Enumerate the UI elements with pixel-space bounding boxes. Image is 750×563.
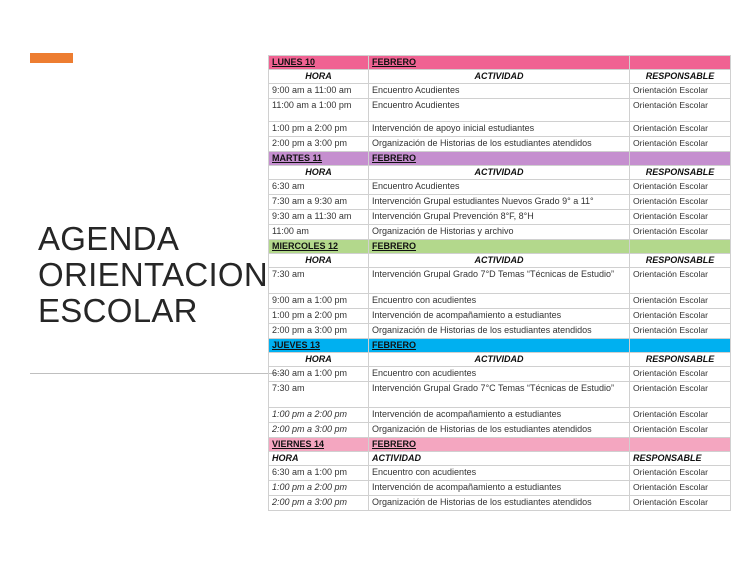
day-header-empty <box>630 152 731 166</box>
day-header-empty <box>630 56 731 70</box>
actividad-cell: Organización de Historias de los estudiantes atendidos <box>369 137 630 152</box>
table-row <box>269 99 731 122</box>
responsable-cell: Orientación Escolar <box>630 408 731 423</box>
column-header-hora: HORA <box>269 452 369 466</box>
day-header-row <box>269 240 731 254</box>
hora-cell: 2:00 pm a 3:00 pm <box>269 324 369 339</box>
table-row <box>269 294 731 309</box>
column-header-row <box>269 452 731 466</box>
responsable-cell: Orientación Escolar <box>630 382 731 408</box>
table-row <box>269 195 731 210</box>
hora-cell: 1:00 pm a 2:00 pm <box>269 309 369 324</box>
day-label: MARTES 11 <box>269 152 369 166</box>
table-row <box>269 481 731 496</box>
hora-cell: 11:00 am <box>269 225 369 240</box>
hora-cell: 9:00 am a 1:00 pm <box>269 294 369 309</box>
responsable-cell: Orientación Escolar <box>630 268 731 294</box>
title-line-3: ESCOLAR <box>38 292 198 329</box>
responsable-cell: Orientación Escolar <box>630 99 731 122</box>
day-label: VIERNES 14 <box>269 438 369 452</box>
slide-title <box>38 221 268 329</box>
column-header-hora: HORA <box>269 254 369 268</box>
actividad-cell: Encuentro con acudientes <box>369 294 630 309</box>
actividad-cell: Organización de Historias de los estudiantes atendidos <box>369 324 630 339</box>
month-label: FEBRERO <box>369 438 630 452</box>
column-header-responsable: RESPONSABLE <box>630 166 731 180</box>
responsable-cell: Orientación Escolar <box>630 180 731 195</box>
month-label: FEBRERO <box>369 152 630 166</box>
column-header-actividad: ACTIVIDAD <box>369 254 630 268</box>
column-header-responsable: RESPONSABLE <box>630 254 731 268</box>
day-header-row <box>269 152 731 166</box>
table-row <box>269 137 731 152</box>
actividad-cell: Organización de Historias y archivo <box>369 225 630 240</box>
month-label: FEBRERO <box>369 339 630 353</box>
column-header-hora: HORA <box>269 166 369 180</box>
actividad-cell: Intervención Grupal Prevención 8°F, 8°H <box>369 210 630 225</box>
column-header-row <box>269 70 731 84</box>
table-row <box>269 84 731 99</box>
hora-cell: 2:00 pm a 3:00 pm <box>269 423 369 438</box>
responsable-cell: Orientación Escolar <box>630 466 731 481</box>
table-row <box>269 268 731 294</box>
table-row <box>269 367 731 382</box>
table-row <box>269 496 731 511</box>
hora-cell: 9:30 am a 11:30 am <box>269 210 369 225</box>
day-header-row <box>269 438 731 452</box>
month-label: FEBRERO <box>369 56 630 70</box>
actividad-cell: Encuentro Acudientes <box>369 180 630 195</box>
table-row <box>269 408 731 423</box>
actividad-cell: Organización de Historias de los estudiantes atendidos <box>369 496 630 511</box>
hora-cell: 7:30 am <box>269 382 369 408</box>
column-header-hora: HORA <box>269 353 369 367</box>
accent-bar <box>30 53 73 63</box>
column-header-actividad: ACTIVIDAD <box>369 70 630 84</box>
responsable-cell: Orientación Escolar <box>630 324 731 339</box>
table-row <box>269 210 731 225</box>
hora-cell: 6:30 am a 1:00 pm <box>269 367 369 382</box>
responsable-cell: Orientación Escolar <box>630 84 731 99</box>
day-label: JUEVES 13 <box>269 339 369 353</box>
responsable-cell: Orientación Escolar <box>630 423 731 438</box>
day-header-empty <box>630 240 731 254</box>
hora-cell: 9:00 am a 11:00 am <box>269 84 369 99</box>
hora-cell: 6:30 am a 1:00 pm <box>269 466 369 481</box>
responsable-cell: Orientación Escolar <box>630 294 731 309</box>
actividad-cell: Intervención de acompañamiento a estudiantes <box>369 481 630 496</box>
responsable-cell: Orientación Escolar <box>630 309 731 324</box>
table-row <box>269 382 731 408</box>
column-header-responsable: RESPONSABLE <box>630 452 731 466</box>
actividad-cell: Intervención de acompañamiento a estudiantes <box>369 408 630 423</box>
actividad-cell: Encuentro con acudientes <box>369 466 630 481</box>
column-header-row <box>269 166 731 180</box>
responsable-cell: Orientación Escolar <box>630 225 731 240</box>
responsable-cell: Orientación Escolar <box>630 122 731 137</box>
actividad-cell: Encuentro Acudientes <box>369 84 630 99</box>
day-header-empty <box>630 438 731 452</box>
title-line-2: ORIENTACION <box>38 256 269 293</box>
actividad-cell: Intervención Grupal estudiantes Nuevos Grado 9° a 11° <box>369 195 630 210</box>
table-row <box>269 466 731 481</box>
table-row <box>269 122 731 137</box>
responsable-cell: Orientación Escolar <box>630 195 731 210</box>
actividad-cell: Intervención de acompañamiento a estudiantes <box>369 309 630 324</box>
hora-cell: 1:00 pm a 2:00 pm <box>269 408 369 423</box>
actividad-cell: Encuentro con acudientes <box>369 367 630 382</box>
table-row <box>269 180 731 195</box>
responsable-cell: Orientación Escolar <box>630 481 731 496</box>
responsable-cell: Orientación Escolar <box>630 496 731 511</box>
actividad-cell: Encuentro Acudientes <box>369 99 630 122</box>
table-row <box>269 324 731 339</box>
actividad-cell: Intervención de apoyo inicial estudiantes <box>369 122 630 137</box>
column-header-row <box>269 353 731 367</box>
hora-cell: 11:00 am a 1:00 pm <box>269 99 369 122</box>
agenda-table-container <box>268 55 730 511</box>
column-header-actividad: ACTIVIDAD <box>369 166 630 180</box>
column-header-actividad: ACTIVIDAD <box>369 353 630 367</box>
column-header-row <box>269 254 731 268</box>
hora-cell: 1:00 pm a 2:00 pm <box>269 481 369 496</box>
actividad-cell: Intervención Grupal Grado 7°C Temas “Técnicas de Estudio” <box>369 382 630 408</box>
actividad-cell: Organización de Historias de los estudiantes atendidos <box>369 423 630 438</box>
hora-cell: 7:30 am <box>269 268 369 294</box>
responsable-cell: Orientación Escolar <box>630 210 731 225</box>
responsable-cell: Orientación Escolar <box>630 367 731 382</box>
column-header-responsable: RESPONSABLE <box>630 353 731 367</box>
month-label: FEBRERO <box>369 240 630 254</box>
title-line-1: AGENDA <box>38 220 180 257</box>
column-header-hora: HORA <box>269 70 369 84</box>
agenda-table <box>268 55 731 511</box>
table-row <box>269 423 731 438</box>
hora-cell: 2:00 pm a 3:00 pm <box>269 137 369 152</box>
hora-cell: 2:00 pm a 3:00 pm <box>269 496 369 511</box>
hora-cell: 6:30 am <box>269 180 369 195</box>
responsable-cell: Orientación Escolar <box>630 137 731 152</box>
actividad-cell: Intervención Grupal Grado 7°D Temas “Técnicas de Estudio” <box>369 268 630 294</box>
column-header-actividad: ACTIVIDAD <box>369 452 630 466</box>
day-label: LUNES 10 <box>269 56 369 70</box>
title-divider <box>30 373 285 374</box>
day-header-row <box>269 56 731 70</box>
hora-cell: 7:30 am a 9:30 am <box>269 195 369 210</box>
hora-cell: 1:00 pm a 2:00 pm <box>269 122 369 137</box>
column-header-responsable: RESPONSABLE <box>630 70 731 84</box>
table-row <box>269 309 731 324</box>
day-label: MIERCOLES 12 <box>269 240 369 254</box>
day-header-empty <box>630 339 731 353</box>
table-row <box>269 225 731 240</box>
day-header-row <box>269 339 731 353</box>
